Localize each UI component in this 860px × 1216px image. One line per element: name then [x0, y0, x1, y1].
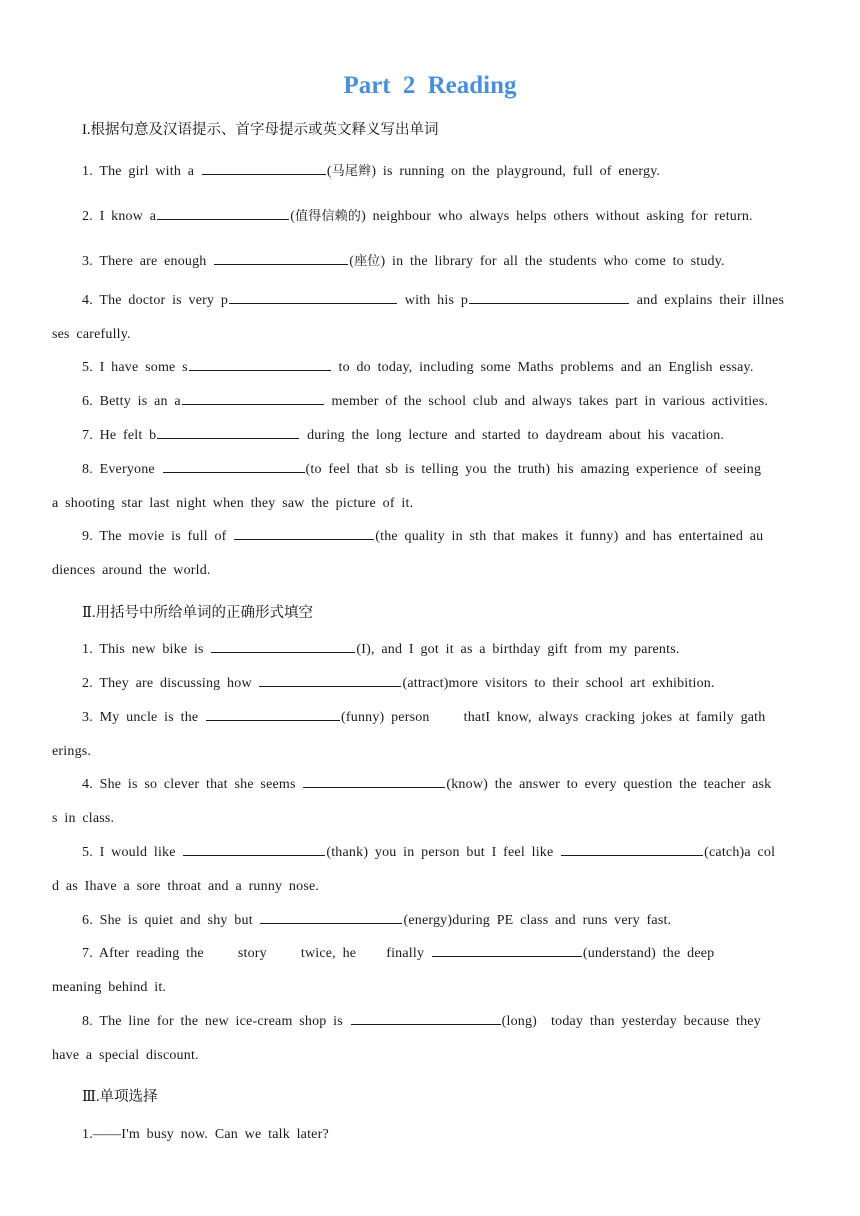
section-2-heading [82, 601, 313, 622]
s1-question-2 [52, 200, 804, 234]
answer-blank[interactable] [303, 773, 445, 788]
s1q5-text-b: to do today, including some Maths problems and an English essay. [331, 360, 754, 375]
s2-question-4 [52, 768, 804, 836]
answer-blank[interactable] [157, 205, 289, 220]
s1q4-text-b: with his p [398, 293, 469, 308]
s2-question-5 [52, 836, 804, 904]
s1q2-text-a: 2. I know a [82, 209, 157, 224]
answer-blank[interactable] [234, 525, 374, 540]
s1q3-text-a: 3. There are enough [82, 254, 214, 269]
section-1-number: I. [82, 122, 91, 138]
s2q3-text-a: 3. My uncle is the [82, 710, 206, 725]
answer-blank[interactable] [189, 356, 331, 371]
s1-question-6 [52, 385, 804, 419]
s1-question-8 [52, 453, 804, 521]
s2q3-text-c: thatI know, always cracking jokes at family gath [463, 710, 766, 725]
s2q3-text-b: (funny) person [341, 710, 430, 725]
s2q5-text-c: (catch)a col [704, 845, 776, 860]
answer-blank[interactable] [206, 706, 340, 721]
s1q8-text-a: 8. Everyone [82, 462, 162, 477]
answer-blank[interactable] [432, 942, 582, 957]
s2q7-text-b: story [237, 946, 267, 961]
s2q7-text-e: (understand) the deep [582, 946, 715, 961]
section-2-number: Ⅱ. [82, 605, 96, 621]
s3q1-text-a: 1.——I'm busy now. Can we talk later? [82, 1127, 329, 1142]
section-1-title: 根据句意及汉语提示、首字母提示或英文释义写出单词 [90, 122, 439, 138]
s2q2-text-a: 2. They are discussing how [82, 676, 259, 691]
answer-blank[interactable] [351, 1010, 501, 1025]
s1q7-text-a: 7. He felt b [82, 428, 157, 443]
s2q8-text-a: 8. The line for the new ice-cream shop is [82, 1014, 350, 1029]
answer-blank[interactable] [163, 458, 305, 473]
section-2-title: 用括号中所给单词的正确形式填空 [95, 605, 313, 621]
s1-question-7 [52, 419, 804, 453]
answer-blank[interactable] [260, 909, 402, 924]
s1q5-text-a: 5. I have some s [82, 360, 188, 375]
s1q9-text-b: (the quality in sth that makes it funny) and has entertained au [375, 529, 764, 544]
s2q7-text-c: twice, he [300, 946, 357, 961]
s1q2-hint: 值得信赖的 [295, 209, 362, 224]
s1q1-paren-open: ( [326, 164, 332, 179]
s2-question-1 [52, 633, 804, 667]
s1q8-text-b: (to feel that sb is telling you the truth) his amazing experience of seeing [305, 462, 762, 477]
s2q7-text-d: finally [386, 946, 431, 961]
s1q8-text-c: a shooting star last night when they saw the picture of it. [52, 496, 414, 511]
s2q6-text-a: 6. She is quiet and shy but [82, 913, 260, 928]
s1q3-hint: 座位 [354, 254, 381, 269]
s1q1-hint: 马尾辫 [331, 164, 372, 179]
s2-question-2 [52, 667, 804, 701]
answer-blank[interactable] [229, 289, 397, 304]
s1q9-text-c: diences around the world. [52, 563, 211, 578]
s1-question-1 [52, 155, 804, 189]
s2q8-text-c: today than yesterday because they [551, 1014, 761, 1029]
answer-blank[interactable] [182, 390, 324, 405]
section-3-heading [82, 1085, 158, 1106]
answer-blank[interactable] [202, 160, 326, 175]
s1q9-text-a: 9. The movie is full of [82, 529, 234, 544]
s1q2-paren-open: ( [290, 209, 296, 224]
s1q1-text-c: ) is running on the playground, full of energy. [371, 164, 661, 179]
s1q4-text-d: ses carefully. [52, 327, 131, 342]
s1q2-text-c: ) neighbour who always helps others without asking for return. [361, 209, 753, 224]
answer-blank[interactable] [561, 841, 703, 856]
s2-question-8 [52, 1005, 804, 1073]
s1q6-text-a: 6. Betty is an a [82, 394, 181, 409]
s1q4-text-a: 4. The doctor is very p [82, 293, 229, 308]
s1q3-text-c: ) in the library for all the students who come to study. [380, 254, 725, 269]
s1q3-paren-open: ( [349, 254, 355, 269]
s2q8-text-d: have a special discount. [52, 1048, 199, 1063]
s2-question-3 [52, 701, 804, 769]
s3-question-1 [52, 1118, 804, 1152]
answer-blank[interactable] [214, 250, 348, 265]
s1q7-text-b: during the long lecture and started to daydream about his vacation. [300, 428, 725, 443]
s1-question-5 [52, 351, 804, 385]
s1-question-4 [52, 284, 804, 352]
section-3-number: Ⅲ. [82, 1089, 100, 1105]
answer-blank[interactable] [157, 424, 299, 439]
s2q1-text-b: (I), and I got it as a birthday gift from my parents. [356, 642, 680, 657]
s2q5-text-b: (thank) you in person but I feel like [326, 845, 561, 860]
s2q5-text-a: 5. I would like [82, 845, 183, 860]
s2-question-6 [52, 904, 804, 938]
s1-question-3 [52, 245, 804, 279]
s1q6-text-b: member of the school club and always takes part in various activities. [324, 394, 769, 409]
page-title: Part 2 Reading [343, 72, 517, 99]
section-1-heading [82, 118, 438, 139]
answer-blank[interactable] [183, 841, 325, 856]
s2q3-text-d: erings. [52, 744, 92, 759]
s2q5-text-d: d as Ihave a sore throat and a runny nose. [52, 879, 320, 894]
s2q4-text-a: 4. She is so clever that she seems [82, 777, 303, 792]
s2q8-text-b: (long) [501, 1014, 538, 1029]
s1q4-text-c: and explains their illnes [630, 293, 785, 308]
answer-blank[interactable] [211, 638, 355, 653]
s2q1-text-a: 1. This new bike is [82, 642, 211, 657]
answer-blank[interactable] [259, 672, 401, 687]
s2q4-text-c: s in class. [52, 811, 115, 826]
s1-question-9 [52, 520, 804, 588]
s1q1-text-a: 1. The girl with a [82, 164, 201, 179]
s2q4-text-b: (know) the answer to every question the teacher ask [446, 777, 772, 792]
s2q7-text-f: meaning behind it. [52, 980, 167, 995]
answer-blank[interactable] [469, 289, 629, 304]
section-3-title: 单项选择 [99, 1089, 158, 1105]
s2q2-text-b: (attract)more visitors to their school art exhibition. [402, 676, 715, 691]
s2-question-7 [52, 937, 804, 1005]
s2q7-text-a: 7. After reading the [82, 946, 204, 961]
s2q6-text-b: (energy)during PE class and runs very fast. [403, 913, 672, 928]
